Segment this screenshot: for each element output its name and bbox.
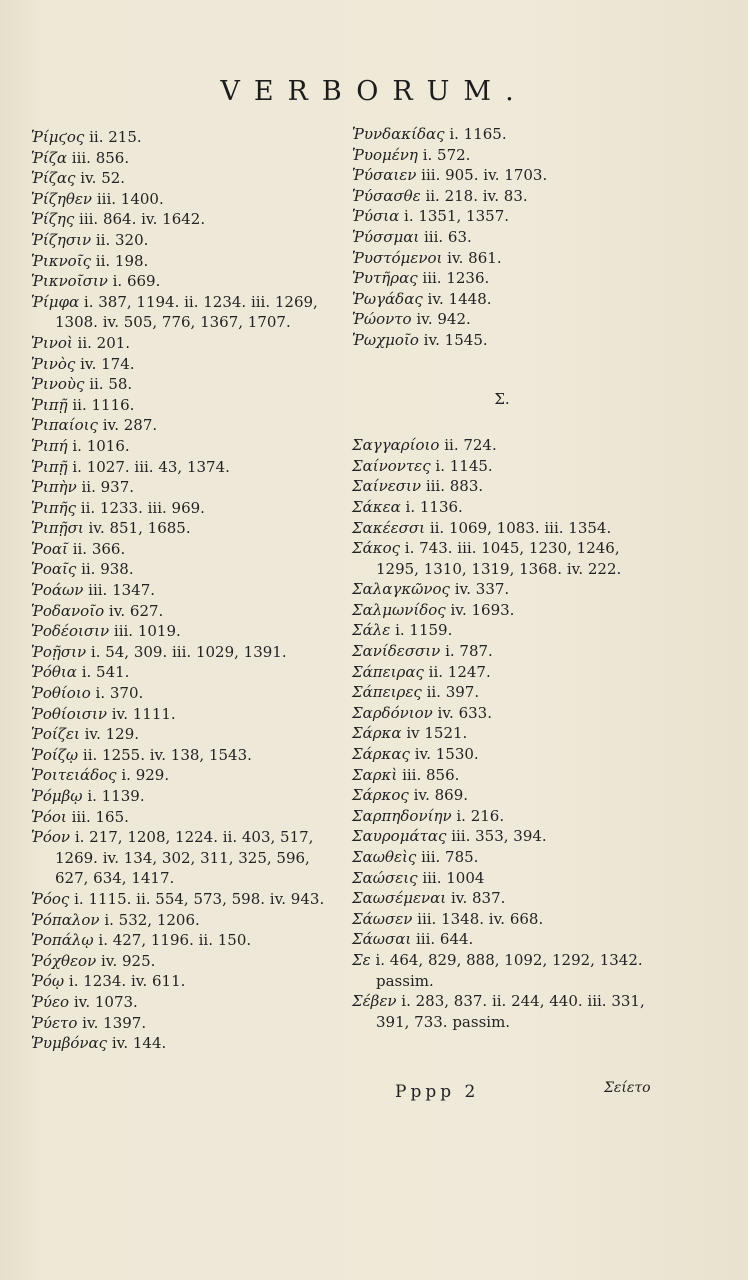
index-entry: [31, 621, 336, 642]
entry-headword: Ῥόος: [31, 889, 70, 908]
entry-headword: Ῥύετο: [31, 1013, 78, 1032]
entry-references: i. 1027. iii. 43, 1374.: [72, 457, 230, 476]
entry-headword: Ῥίζησιν: [31, 230, 92, 249]
entry-references: i. 1115. ii. 554, 573, 598. iv. 943.: [74, 889, 325, 908]
entry-references: iii. 353, 394.: [451, 827, 547, 846]
entry-headword: Ῥώοντο: [352, 310, 412, 329]
entry-references: iii. 856.: [402, 765, 460, 784]
entry-headword: Σαλαγκῶνος: [352, 580, 450, 599]
index-entry: [352, 744, 652, 765]
entry-headword: Ῥύσασθε: [352, 186, 421, 205]
entry-references: iv. 925.: [100, 951, 156, 970]
index-entry: [352, 703, 652, 724]
index-entry: [352, 186, 652, 207]
index-entry: [352, 909, 652, 930]
index-entry: [31, 518, 336, 539]
entry-headword: Ῥινοὶ: [31, 333, 73, 352]
index-entry: [352, 518, 652, 539]
index-entry: [352, 600, 652, 621]
index-entry: [31, 477, 336, 498]
entry-headword: Ῥοθίοισιν: [31, 704, 107, 723]
entry-references: ii. 397.: [426, 683, 480, 702]
entry-headword: Ῥικνοῖς: [31, 251, 91, 270]
entry-headword: Ῥύσσμαι: [352, 227, 420, 246]
index-entry: [352, 268, 652, 289]
index-entry: [31, 951, 336, 972]
index-entry: [31, 292, 336, 333]
index-entry: [352, 888, 652, 909]
entry-references: iv 1521.: [406, 724, 468, 743]
index-entry: [31, 271, 336, 292]
entry-references: ii. 366.: [72, 539, 126, 558]
entry-headword: Ῥοδέοισιν: [31, 622, 110, 641]
index-entry: [352, 785, 652, 806]
entry-references: ii. 201.: [77, 333, 131, 352]
entry-references: ii. 218. iv. 83.: [425, 186, 528, 205]
entry-references: iv. 942.: [416, 310, 471, 329]
entry-headword: Ῥόχθεον: [31, 951, 97, 970]
entry-headword: Ῥιπῆς: [31, 498, 76, 517]
index-entry: [31, 992, 336, 1013]
entry-references: iii. 1400.: [96, 189, 164, 208]
entry-headword: Σάλε: [352, 621, 391, 640]
index-entry: [31, 765, 336, 786]
entry-references: i. 532, 1206.: [104, 910, 200, 929]
entry-headword: Ῥοαῖ: [31, 539, 68, 558]
entry-headword: Σαώσεις: [352, 868, 418, 887]
index-entry: [31, 127, 336, 148]
entry-references: iii. 785.: [421, 848, 479, 866]
entry-headword: Σαωσέμεναι: [352, 889, 447, 908]
entry-references: iv. 1073.: [73, 992, 138, 1011]
index-entry: [352, 165, 652, 186]
entry-references: i. 427, 1196. ii. 150.: [98, 931, 252, 950]
entry-headword: Σάωσαι: [352, 930, 412, 949]
entry-headword: Ῥιπῇσι: [31, 519, 84, 538]
entry-headword: Ῥόθια: [31, 663, 77, 682]
index-entry: [352, 579, 652, 600]
index-entry: [31, 971, 336, 992]
entry-references: i. 1139.: [87, 787, 145, 805]
entry-references: i. 541.: [81, 663, 130, 682]
index-entry: [31, 539, 336, 560]
entry-references: i. 283, 837. ii. 244, 440. iii. 331, 391, 733. passim.: [376, 992, 645, 1031]
entry-references: ii. 1247.: [428, 662, 491, 681]
entry-references: iv. 851, 1685.: [88, 519, 191, 538]
index-entry: [31, 827, 336, 889]
entry-references: iv. 144.: [111, 1034, 167, 1053]
entry-headword: Σαρδόνιον: [352, 703, 433, 722]
index-entry: [31, 251, 336, 272]
entry-references: iii. 1019.: [113, 622, 181, 641]
entry-references: iv. 1693.: [450, 600, 515, 619]
index-entry: [352, 145, 652, 166]
entry-headword: Σάρκος: [352, 786, 409, 805]
index-entry: [31, 436, 336, 457]
entry-headword: Σαλμωνίδος: [352, 600, 446, 619]
entry-references: i. 217, 1208, 1224. ii. 403, 517, 1269. iv. 134, 302, 311, 325, 596, 627, 634, 1417.: [55, 828, 314, 888]
signature-mark: Pppp 2: [395, 1082, 480, 1102]
entry-headword: Σάρκας: [352, 745, 410, 764]
entry-references: ii. 58.: [89, 375, 133, 394]
entry-references: iii. 905. iv. 1703.: [421, 166, 548, 185]
entry-headword: Σε: [352, 950, 371, 969]
index-entry: [352, 227, 652, 248]
index-entry: [352, 248, 652, 269]
entry-headword: Σάκος: [352, 539, 401, 558]
entry-references: iii. 644.: [416, 930, 474, 949]
entry-headword: Ῥιπῇ: [31, 395, 68, 414]
index-entry: [31, 395, 336, 416]
entry-headword: Ῥίζης: [31, 210, 75, 229]
index-entry: [31, 354, 336, 375]
index-entry: [352, 620, 652, 641]
index-entry: [352, 476, 652, 497]
index-entry: [352, 641, 652, 662]
index-entry: [352, 826, 652, 847]
index-entry: [352, 929, 652, 950]
index-entry: [31, 148, 336, 169]
index-entry: [31, 807, 336, 828]
right-entries-sigma: [352, 435, 652, 1032]
page-header: VERBORUM.: [220, 76, 528, 107]
entry-headword: Ῥοίζῳ: [31, 745, 79, 764]
entry-headword: Ῥοάων: [31, 581, 84, 600]
entry-headword: Ῥοδανοῖο: [31, 601, 105, 620]
entry-headword: Ῥόῳ: [31, 972, 65, 991]
entry-headword: Ῥοθίοιο: [31, 684, 91, 703]
entry-references: i. 743. iii. 1045, 1230, 1246, 1295, 1310, 1319, 1368. iv. 222.: [376, 539, 622, 578]
entry-headword: Ῥόπαλον: [31, 910, 100, 929]
entry-headword: Ῥοίζει: [31, 725, 80, 744]
entry-references: iv. 287.: [102, 416, 158, 435]
entry-headword: Σαγγαρίοιο: [352, 436, 440, 455]
entry-headword: Ῥίζας: [31, 169, 76, 188]
entry-references: iv. 1448.: [427, 289, 492, 308]
entry-references: i. 1165.: [449, 125, 507, 143]
index-entry: [352, 206, 652, 227]
entry-references: ii. 1255. iv. 138, 1543.: [82, 745, 252, 764]
entry-references: iii. 1347.: [88, 581, 156, 600]
index-entry: [31, 209, 336, 230]
entry-headword: Ῥύεο: [31, 992, 70, 1011]
entry-references: i. 370.: [95, 684, 144, 703]
index-entry: [31, 683, 336, 704]
entry-references: ii. 1116.: [72, 395, 135, 414]
index-entry: [31, 786, 336, 807]
index-entry: [31, 1033, 336, 1054]
index-entry: [31, 168, 336, 189]
index-entry: [352, 765, 652, 786]
entry-headword: Σαωθεὶς: [352, 848, 417, 866]
entry-references: i. 464, 829, 888, 1092, 1292, 1342. passim.: [375, 950, 643, 990]
entry-references: iv. 627.: [108, 601, 164, 620]
entry-references: ii. 320.: [95, 230, 149, 249]
index-entry: [31, 704, 336, 725]
entry-headword: Σάπειρες: [352, 683, 422, 702]
index-entry: [352, 682, 652, 703]
entry-headword: Ῥωχμοῖο: [352, 330, 419, 349]
entry-references: iii. 63.: [424, 227, 472, 246]
entry-references: i. 572.: [422, 145, 471, 164]
entry-headword: Ῥύσια: [352, 207, 400, 226]
entry-headword: Σακέεσσι: [352, 518, 426, 537]
entry-references: iii. 165.: [71, 807, 129, 826]
entry-headword: Σέβεν: [352, 992, 397, 1011]
entry-headword: Ῥινὸς: [31, 354, 76, 373]
entry-headword: Σαυρομάτας: [352, 827, 447, 846]
index-entry: [352, 330, 652, 351]
entry-headword: Ῥοπάλῳ: [31, 931, 94, 950]
entry-headword: Σάκεα: [352, 497, 401, 516]
catchword: Σείετο: [604, 1080, 651, 1096]
index-entry: [352, 497, 652, 518]
entry-references: ii. 215.: [89, 128, 142, 146]
entry-references: iv. 1545.: [423, 330, 488, 349]
entry-headword: Ῥιπαίοις: [31, 416, 98, 435]
entry-references: i. 787.: [445, 642, 493, 661]
index-entry: [31, 642, 336, 663]
entry-references: iii. 1348. iv. 668.: [417, 909, 544, 928]
entry-references: i. 1351, 1357.: [404, 207, 510, 226]
entry-headword: Ῥόοι: [31, 807, 67, 826]
entry-references: iv. 129.: [84, 725, 140, 744]
index-entry: [31, 189, 336, 210]
index-entry: [352, 991, 652, 1032]
entry-headword: Σάωσεν: [352, 909, 413, 928]
entry-references: iv. 52.: [80, 169, 126, 188]
entry-headword: Σαίνεσιν: [352, 477, 422, 496]
index-entry: [31, 910, 336, 931]
index-entry: [352, 723, 652, 744]
entry-headword: Σαίνοντες: [352, 456, 431, 475]
entry-references: iii. 864. iv. 1642.: [79, 210, 206, 229]
index-entry: [31, 1013, 336, 1034]
entry-references: iv. 861.: [447, 248, 502, 267]
entry-headword: Σάρκα: [352, 724, 402, 743]
index-entry: [31, 889, 336, 910]
entry-headword: Ῥιπή: [31, 436, 68, 455]
index-entry: [352, 662, 652, 683]
index-entry: [31, 457, 336, 478]
entry-headword: Σαρπηδονίην: [352, 806, 452, 825]
entry-references: iv. 337.: [454, 580, 510, 599]
entry-headword: Ῥόον: [31, 828, 71, 847]
entry-references: ii. 1233. iii. 969.: [80, 498, 205, 517]
entry-references: i. 1159.: [395, 621, 453, 640]
index-entry: [31, 724, 336, 745]
entry-headword: Ῥίζα: [31, 148, 67, 167]
index-entry: [31, 601, 336, 622]
index-entry: [352, 847, 652, 868]
entry-headword: Ῥιπῇ: [31, 457, 68, 476]
entry-references: i. 1136.: [405, 497, 463, 516]
entry-headword: Ῥίζηθεν: [31, 189, 93, 208]
index-entry: [352, 538, 652, 579]
entry-references: ii. 937.: [81, 478, 135, 497]
entry-headword: Ῥυστόμενοι: [352, 248, 443, 267]
entry-headword: Ῥίμφα: [31, 292, 80, 311]
entry-headword: Σαρκὶ: [352, 765, 398, 784]
entry-headword: Ῥυνδακίδας: [352, 125, 445, 143]
index-entry: [352, 456, 652, 477]
index-entry: [31, 230, 336, 251]
entry-references: i. 1016.: [72, 436, 130, 455]
index-entry: [31, 415, 336, 436]
entry-headword: Ῥοιτειάδος: [31, 766, 117, 785]
entry-references: i. 1145.: [435, 456, 493, 475]
entry-headword: Ῥοῇσιν: [31, 642, 87, 661]
entry-references: iv. 174.: [80, 354, 135, 373]
entry-references: iv. 869.: [413, 786, 469, 805]
entry-headword: Ῥωγάδας: [352, 289, 423, 308]
entry-references: ii. 198.: [95, 251, 149, 270]
index-entry: [31, 930, 336, 951]
index-entry: [31, 374, 336, 395]
entry-references: iii. 856.: [71, 148, 130, 167]
entry-references: i. 216.: [456, 806, 505, 825]
index-entry: [352, 124, 652, 145]
entry-references: iv. 633.: [437, 703, 492, 722]
entry-headword: Ῥικνοῖσιν: [31, 272, 108, 291]
entry-references: i. 669.: [112, 272, 161, 291]
index-entry: [352, 309, 652, 330]
entry-headword: Σανίδεσσιν: [352, 642, 441, 661]
index-entry: [31, 498, 336, 519]
entry-references: iii. 1236.: [422, 269, 490, 288]
entry-headword: Σάπειρας: [352, 662, 424, 681]
entry-references: iv. 1111.: [111, 704, 176, 723]
section-letter-sigma: Σ.: [494, 389, 510, 408]
entry-references: i. 929.: [121, 766, 170, 785]
entry-references: iv. 837.: [450, 889, 506, 908]
index-entry: [352, 435, 652, 456]
index-entry: [352, 289, 652, 310]
right-entries-rho: [352, 124, 652, 351]
entry-headword: Ῥοαῖς: [31, 560, 77, 579]
entry-headword: Ῥόμβῳ: [31, 787, 83, 805]
entry-headword: Ῥίμϛος: [31, 128, 85, 146]
index-entry: [31, 559, 336, 580]
entry-references: iv. 1397.: [82, 1013, 147, 1032]
entry-references: ii. 1069, 1083. iii. 1354.: [429, 518, 612, 537]
entry-headword: Ῥυομένη: [352, 145, 418, 164]
entry-headword: Ῥυτῆρας: [352, 269, 418, 288]
entry-headword: Ῥυμβόνας: [31, 1034, 108, 1053]
index-entry: [31, 333, 336, 354]
entry-references: i. 387, 1194. ii. 1234. iii. 1269, 1308. iv. 505, 776, 1367, 1707.: [55, 292, 318, 332]
index-entry: [31, 662, 336, 683]
index-entry: [352, 806, 652, 827]
entry-references: iii. 883.: [425, 477, 484, 496]
entry-headword: Ῥύσαιεν: [352, 166, 417, 185]
index-entry: [352, 868, 652, 889]
right-column: [352, 124, 652, 1032]
entry-references: ii. 724.: [444, 436, 497, 455]
entry-headword: Ῥινοὺς: [31, 375, 85, 394]
left-column: [31, 127, 336, 1054]
entry-headword: Ῥιπὴν: [31, 478, 77, 497]
index-entry: [31, 580, 336, 601]
index-entry: [352, 950, 652, 991]
entry-references: iv. 1530.: [414, 745, 479, 764]
entry-references: i. 1234. iv. 611.: [68, 972, 186, 991]
entry-references: ii. 938.: [81, 560, 134, 579]
entry-references: i. 54, 309. iii. 1029, 1391.: [90, 642, 287, 661]
index-entry: [31, 745, 336, 766]
entry-references: iii. 1004: [422, 868, 485, 887]
